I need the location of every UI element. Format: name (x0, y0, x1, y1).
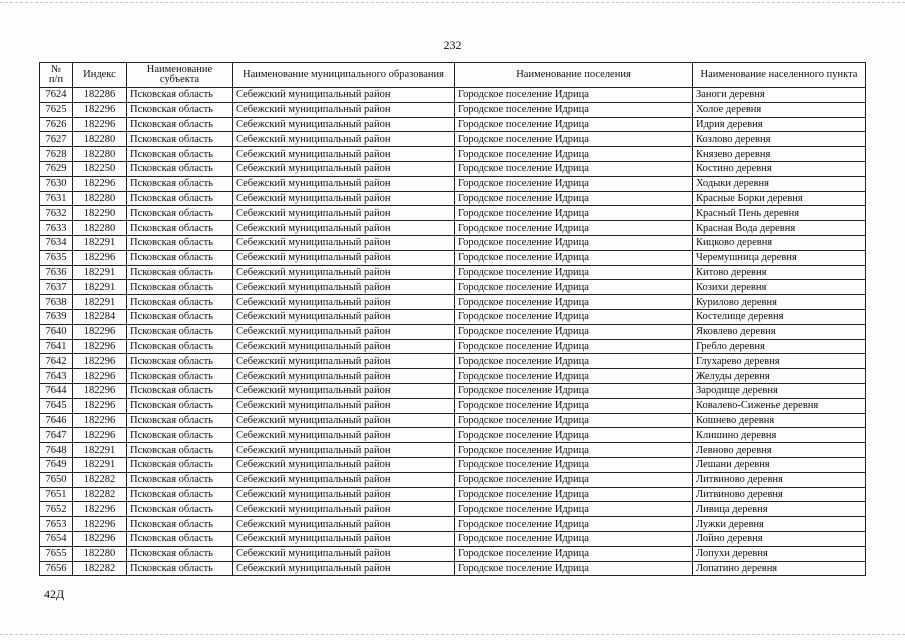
cell-settlement: Городское поселение Идрица (455, 235, 693, 250)
table-row (40, 443, 866, 458)
table-row (40, 561, 866, 576)
cell-municipality: Себежский муниципальный район (233, 546, 455, 561)
cell-index: 182280 (73, 147, 127, 162)
cell-subject: Псковская область (127, 206, 233, 221)
table-row (40, 265, 866, 280)
cell-subject: Псковская область (127, 176, 233, 191)
cell-num: 7653 (40, 517, 73, 532)
cell-settlement: Городское поселение Идрица (455, 221, 693, 236)
cell-municipality: Себежский муниципальный район (233, 502, 455, 517)
cell-index: 182282 (73, 561, 127, 576)
cell-subject: Псковская область (127, 161, 233, 176)
table-row (40, 280, 866, 295)
cell-settlement: Городское поселение Идрица (455, 531, 693, 546)
cell-num: 7640 (40, 324, 73, 339)
cell-municipality: Себежский муниципальный район (233, 295, 455, 310)
table-row (40, 221, 866, 236)
header-num-line1: № (50, 64, 62, 75)
cell-num: 7632 (40, 206, 73, 221)
cell-settlement: Городское поселение Идрица (455, 546, 693, 561)
cell-subject: Псковская область (127, 339, 233, 354)
cell-locality: Курилово деревня (693, 295, 866, 310)
cell-num: 7654 (40, 531, 73, 546)
table-row (40, 457, 866, 472)
cell-subject: Псковская область (127, 546, 233, 561)
cell-subject: Псковская область (127, 369, 233, 384)
cell-locality: Гребло деревня (693, 339, 866, 354)
cell-locality: Козлово деревня (693, 132, 866, 147)
footer-code: 42Д (44, 587, 65, 601)
cell-subject: Псковская область (127, 561, 233, 576)
cell-subject: Псковская область (127, 517, 233, 532)
cell-locality: Князево деревня (693, 147, 866, 162)
cell-locality: Лопатино деревня (693, 561, 866, 576)
cell-index: 182296 (73, 117, 127, 132)
header-subject-line1: Наименование (146, 64, 213, 75)
table-row (40, 88, 866, 103)
cell-locality: Лопухи деревня (693, 546, 866, 561)
cell-index: 182296 (73, 354, 127, 369)
cell-subject: Псковская область (127, 265, 233, 280)
cell-index: 182280 (73, 221, 127, 236)
table-row (40, 546, 866, 561)
cell-locality: Яковлево деревня (693, 324, 866, 339)
cell-municipality: Себежский муниципальный район (233, 117, 455, 132)
cell-subject: Псковская область (127, 88, 233, 103)
cell-subject: Псковская область (127, 383, 233, 398)
table-body (40, 88, 866, 576)
cell-num: 7638 (40, 295, 73, 310)
cell-index: 182296 (73, 383, 127, 398)
cell-municipality: Себежский муниципальный район (233, 339, 455, 354)
cell-locality: Кицково деревня (693, 235, 866, 250)
settlements-table (39, 62, 866, 576)
cell-subject: Псковская область (127, 117, 233, 132)
cell-locality: Глухарево деревня (693, 354, 866, 369)
cell-locality: Лешани деревня (693, 457, 866, 472)
table-row (40, 295, 866, 310)
cell-municipality: Себежский муниципальный район (233, 132, 455, 147)
cell-index: 182291 (73, 443, 127, 458)
cell-locality: Козихи деревня (693, 280, 866, 295)
cell-subject: Псковская область (127, 487, 233, 502)
cell-locality: Лойно деревня (693, 531, 866, 546)
cell-settlement: Городское поселение Идрица (455, 339, 693, 354)
table-row (40, 531, 866, 546)
table-row (40, 502, 866, 517)
cell-subject: Псковская область (127, 132, 233, 147)
cell-locality: Ходыки деревня (693, 176, 866, 191)
cell-municipality: Себежский муниципальный район (233, 191, 455, 206)
cell-subject: Псковская область (127, 354, 233, 369)
cell-index: 182291 (73, 295, 127, 310)
cell-municipality: Себежский муниципальный район (233, 531, 455, 546)
cell-num: 7648 (40, 443, 73, 458)
cell-num: 7645 (40, 398, 73, 413)
cell-index: 182296 (73, 428, 127, 443)
cell-municipality: Себежский муниципальный район (233, 457, 455, 472)
cell-settlement: Городское поселение Идрица (455, 265, 693, 280)
cell-num: 7634 (40, 235, 73, 250)
cell-settlement: Городское поселение Идрица (455, 88, 693, 103)
cell-locality: Ковалево-Сиженье деревня (693, 398, 866, 413)
cell-settlement: Городское поселение Идрица (455, 132, 693, 147)
cell-settlement: Городское поселение Идрица (455, 354, 693, 369)
cell-subject: Псковская область (127, 280, 233, 295)
table-row (40, 383, 866, 398)
cell-num: 7626 (40, 117, 73, 132)
cell-municipality: Себежский муниципальный район (233, 88, 455, 103)
cell-locality: Лужки деревня (693, 517, 866, 532)
header-num (40, 63, 73, 88)
cell-num: 7646 (40, 413, 73, 428)
cell-index: 182291 (73, 457, 127, 472)
table-row (40, 250, 866, 265)
cell-locality: Костино деревня (693, 161, 866, 176)
scan-edge-top (0, 2, 905, 3)
cell-municipality: Себежский муниципальный район (233, 398, 455, 413)
cell-subject: Псковская область (127, 413, 233, 428)
header-settlement: Наименование поселения (455, 63, 693, 88)
cell-municipality: Себежский муниципальный район (233, 487, 455, 502)
cell-settlement: Городское поселение Идрица (455, 161, 693, 176)
table-row (40, 176, 866, 191)
cell-locality: Литвиново деревня (693, 487, 866, 502)
cell-num: 7639 (40, 309, 73, 324)
cell-index: 182296 (73, 502, 127, 517)
cell-municipality: Себежский муниципальный район (233, 147, 455, 162)
cell-num: 7636 (40, 265, 73, 280)
cell-municipality: Себежский муниципальный район (233, 250, 455, 265)
cell-settlement: Городское поселение Идрица (455, 295, 693, 310)
cell-num: 7650 (40, 472, 73, 487)
cell-municipality: Себежский муниципальный район (233, 265, 455, 280)
cell-municipality: Себежский муниципальный район (233, 369, 455, 384)
cell-settlement: Городское поселение Идрица (455, 428, 693, 443)
cell-municipality: Себежский муниципальный район (233, 472, 455, 487)
cell-num: 7644 (40, 383, 73, 398)
table-row (40, 487, 866, 502)
table-row (40, 398, 866, 413)
cell-index: 182286 (73, 88, 127, 103)
cell-num: 7629 (40, 161, 73, 176)
cell-index: 182291 (73, 265, 127, 280)
cell-settlement: Городское поселение Идрица (455, 147, 693, 162)
cell-num: 7656 (40, 561, 73, 576)
table-row (40, 517, 866, 532)
cell-settlement: Городское поселение Идрица (455, 502, 693, 517)
cell-locality: Зародище деревня (693, 383, 866, 398)
cell-municipality: Себежский муниципальный район (233, 517, 455, 532)
cell-index: 182296 (73, 413, 127, 428)
cell-subject: Псковская область (127, 309, 233, 324)
cell-num: 7652 (40, 502, 73, 517)
header-subject-line2: субъекта (159, 74, 200, 85)
cell-num: 7655 (40, 546, 73, 561)
header-index: Индекс (73, 63, 127, 88)
cell-num: 7647 (40, 428, 73, 443)
scan-edge-bottom (0, 634, 905, 635)
header-num-line2: п/п (48, 74, 64, 85)
cell-subject: Псковская область (127, 235, 233, 250)
cell-subject: Псковская область (127, 147, 233, 162)
cell-index: 182296 (73, 517, 127, 532)
cell-num: 7630 (40, 176, 73, 191)
cell-locality: Ливица деревня (693, 502, 866, 517)
table-row (40, 369, 866, 384)
cell-num: 7649 (40, 457, 73, 472)
cell-settlement: Городское поселение Идрица (455, 561, 693, 576)
cell-num: 7637 (40, 280, 73, 295)
cell-municipality: Себежский муниципальный район (233, 206, 455, 221)
cell-locality: Холое деревня (693, 102, 866, 117)
cell-settlement: Городское поселение Идрица (455, 517, 693, 532)
cell-index: 182291 (73, 235, 127, 250)
cell-settlement: Городское поселение Идрица (455, 102, 693, 117)
cell-municipality: Себежский муниципальный район (233, 221, 455, 236)
cell-subject: Псковская область (127, 472, 233, 487)
cell-locality: Кошнево деревня (693, 413, 866, 428)
cell-municipality: Себежский муниципальный район (233, 561, 455, 576)
table-row (40, 472, 866, 487)
cell-settlement: Городское поселение Идрица (455, 398, 693, 413)
cell-subject: Псковская область (127, 191, 233, 206)
cell-num: 7651 (40, 487, 73, 502)
header-municipality: Наименование муниципального образования (233, 63, 455, 88)
header-subject (127, 63, 233, 88)
cell-settlement: Городское поселение Идрица (455, 443, 693, 458)
cell-settlement: Городское поселение Идрица (455, 176, 693, 191)
cell-locality: Желуды деревня (693, 369, 866, 384)
table-row (40, 235, 866, 250)
cell-settlement: Городское поселение Идрица (455, 117, 693, 132)
cell-index: 182296 (73, 339, 127, 354)
cell-subject: Псковская область (127, 457, 233, 472)
cell-index: 182280 (73, 132, 127, 147)
table-row (40, 102, 866, 117)
cell-index: 182296 (73, 250, 127, 265)
cell-num: 7633 (40, 221, 73, 236)
cell-municipality: Себежский муниципальный район (233, 443, 455, 458)
cell-settlement: Городское поселение Идрица (455, 280, 693, 295)
table-row (40, 354, 866, 369)
table-row (40, 309, 866, 324)
cell-index: 182296 (73, 324, 127, 339)
cell-locality: Красная Вода деревня (693, 221, 866, 236)
cell-index: 182284 (73, 309, 127, 324)
cell-subject: Псковская область (127, 102, 233, 117)
cell-municipality: Себежский муниципальный район (233, 324, 455, 339)
cell-subject: Псковская область (127, 443, 233, 458)
cell-locality: Заноги деревня (693, 88, 866, 103)
page-number: 232 (443, 38, 462, 52)
cell-municipality: Себежский муниципальный район (233, 235, 455, 250)
cell-settlement: Городское поселение Идрица (455, 309, 693, 324)
cell-locality: Китово деревня (693, 265, 866, 280)
cell-locality: Красный Пень деревня (693, 206, 866, 221)
cell-subject: Псковская область (127, 221, 233, 236)
table-header-row (40, 63, 866, 88)
table-row (40, 206, 866, 221)
cell-subject: Псковская область (127, 502, 233, 517)
cell-subject: Псковская область (127, 428, 233, 443)
cell-index: 182291 (73, 280, 127, 295)
cell-subject: Псковская область (127, 324, 233, 339)
cell-settlement: Городское поселение Идрица (455, 369, 693, 384)
cell-index: 182296 (73, 369, 127, 384)
cell-municipality: Себежский муниципальный район (233, 102, 455, 117)
cell-settlement: Городское поселение Идрица (455, 472, 693, 487)
table-row (40, 161, 866, 176)
cell-subject: Псковская область (127, 398, 233, 413)
cell-num: 7641 (40, 339, 73, 354)
cell-index: 182296 (73, 531, 127, 546)
cell-num: 7624 (40, 88, 73, 103)
cell-num: 7625 (40, 102, 73, 117)
cell-locality: Красные Борки деревня (693, 191, 866, 206)
cell-locality: Клишино деревня (693, 428, 866, 443)
cell-index: 182280 (73, 191, 127, 206)
table-row (40, 428, 866, 443)
cell-index: 182296 (73, 102, 127, 117)
cell-municipality: Себежский муниципальный район (233, 161, 455, 176)
table-row (40, 191, 866, 206)
cell-settlement: Городское поселение Идрица (455, 324, 693, 339)
cell-municipality: Себежский муниципальный район (233, 309, 455, 324)
cell-num: 7643 (40, 369, 73, 384)
cell-num: 7627 (40, 132, 73, 147)
cell-settlement: Городское поселение Идрица (455, 206, 693, 221)
cell-index: 182296 (73, 398, 127, 413)
cell-settlement: Городское поселение Идрица (455, 457, 693, 472)
cell-locality: Идрия деревня (693, 117, 866, 132)
cell-subject: Псковская область (127, 295, 233, 310)
cell-index: 182296 (73, 176, 127, 191)
cell-settlement: Городское поселение Идрица (455, 383, 693, 398)
cell-municipality: Себежский муниципальный район (233, 176, 455, 191)
cell-municipality: Себежский муниципальный район (233, 428, 455, 443)
cell-locality: Литвиново деревня (693, 472, 866, 487)
cell-locality: Черемушница деревня (693, 250, 866, 265)
table-row (40, 413, 866, 428)
table-row (40, 117, 866, 132)
table-row (40, 339, 866, 354)
table-row (40, 324, 866, 339)
table-row (40, 147, 866, 162)
cell-settlement: Городское поселение Идрица (455, 487, 693, 502)
cell-settlement: Городское поселение Идрица (455, 191, 693, 206)
cell-subject: Псковская область (127, 531, 233, 546)
cell-index: 182282 (73, 472, 127, 487)
cell-municipality: Себежский муниципальный район (233, 354, 455, 369)
cell-num: 7628 (40, 147, 73, 162)
cell-subject: Псковская область (127, 250, 233, 265)
cell-settlement: Городское поселение Идрица (455, 413, 693, 428)
cell-locality: Костелище деревня (693, 309, 866, 324)
cell-index: 182280 (73, 546, 127, 561)
cell-settlement: Городское поселение Идрица (455, 250, 693, 265)
cell-index: 182282 (73, 487, 127, 502)
cell-municipality: Себежский муниципальный район (233, 280, 455, 295)
cell-index: 182290 (73, 206, 127, 221)
cell-municipality: Себежский муниципальный район (233, 383, 455, 398)
cell-locality: Левново деревня (693, 443, 866, 458)
cell-num: 7642 (40, 354, 73, 369)
header-locality: Наименование населенного пункта (693, 63, 866, 88)
cell-num: 7635 (40, 250, 73, 265)
cell-municipality: Себежский муниципальный район (233, 413, 455, 428)
table-row (40, 132, 866, 147)
cell-index: 182250 (73, 161, 127, 176)
cell-num: 7631 (40, 191, 73, 206)
